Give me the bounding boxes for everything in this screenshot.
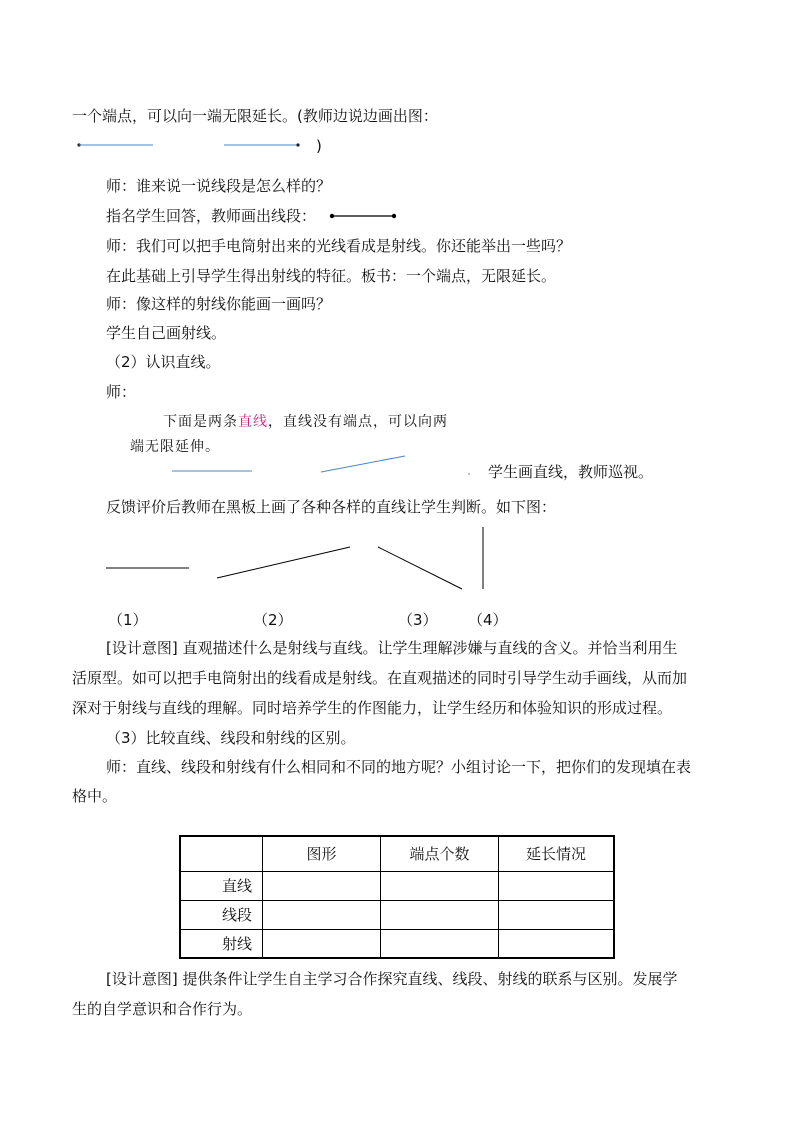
teacher-discussion-line-2: 格中。 [72, 787, 118, 805]
ray-feature-line: 在此基础上引导学生得出射线的特征。板书：一个端点，无限延长。 [106, 267, 557, 285]
inset-straight-line-2 [321, 456, 405, 472]
inset-pre: 下面是两条 [163, 414, 238, 430]
figure-label-1: （1） [108, 611, 148, 629]
design-intent-1-line-3: 深对于射线与直线的理解。同时培养学生的作图能力，让学生经历和体验知识的形成过程。 [72, 699, 673, 717]
close-paren: ) [316, 137, 322, 155]
students-draw-ray: 学生自己画射线。 [106, 324, 227, 342]
segment-endpoint [330, 214, 334, 218]
inset-term: 直线 [238, 414, 268, 430]
table-header-cell: 端点个数 [381, 836, 499, 871]
feedback-line: 反馈评价后教师在黑板上画了各种各样的直线让学生判断。如下图： [106, 498, 557, 516]
figure-3-line [378, 547, 462, 589]
design-intent-2-line-1: [设计意图] 提供条件让学生自主学习合作探究直线、线段、射线的联系与区别。发展学 [106, 970, 678, 988]
figure-label-3: （3） [398, 611, 438, 629]
design-intent-1-line-2: 活原型。如可以把手电筒射出的线看成是射线。在直观描述的同时引导学生动手画线，从而加 [72, 669, 688, 687]
segment-diagram [330, 214, 396, 218]
ray-endpoint [296, 143, 299, 146]
teacher-draw-ray-line: 师：像这样的射线你能画一画吗？ [106, 295, 332, 313]
students-draw-lines: 学生画直线，教师巡视。 [488, 463, 654, 481]
ray-diagram-left [77, 143, 153, 146]
inset-post: ，直线没有端点，可以向两 [268, 414, 448, 430]
teacher-label: 师： [106, 383, 137, 401]
figure-2-line [217, 547, 350, 578]
inset-line-2: 端无限延伸。 [130, 439, 220, 455]
table-header-cell: 延长情况 [499, 836, 615, 871]
teacher-discussion-line-1: 师：直线、线段和射线有什么相同和不同的地方呢？小组讨论一下，把你们的发现填在表 [106, 758, 692, 776]
design-intent-1-line-1: [设计意图] 直观描述什么是射线与直线。让学生理解涉嫌与直线的含义。并恰当利用生 [106, 639, 678, 657]
design-intent-2-line-2: 生的自学意识和合作行为。 [72, 1000, 253, 1018]
section-heading-3: （3）比较直线、线段和射线的区别。 [106, 729, 356, 747]
teacher-question-segment: 师：谁来说一说线段是怎么样的？ [106, 177, 332, 195]
segment-endpoint [392, 214, 396, 218]
teacher-flashlight-line: 师：我们可以把手电筒射出来的光线看成是射线。你还能举出一些吗？ [106, 237, 572, 255]
figure-label-4: （4） [468, 611, 508, 629]
table-header-cell: 图形 [263, 836, 381, 871]
section-heading-2: （2）认识直线。 [106, 353, 221, 371]
table-row-label: 直线 [180, 871, 263, 900]
figure-label-2: （2） [253, 611, 293, 629]
table-row-label: 射线 [180, 929, 263, 958]
ray-diagram-right [224, 143, 300, 146]
paragraph-ray-definition: 一个端点，可以向一端无限延长。(教师边说边画出图： [72, 107, 438, 125]
inset-mark [468, 473, 470, 475]
student-answer-line: 指名学生回答，教师画出线段： [106, 207, 317, 225]
table-row-label: 线段 [180, 900, 263, 929]
